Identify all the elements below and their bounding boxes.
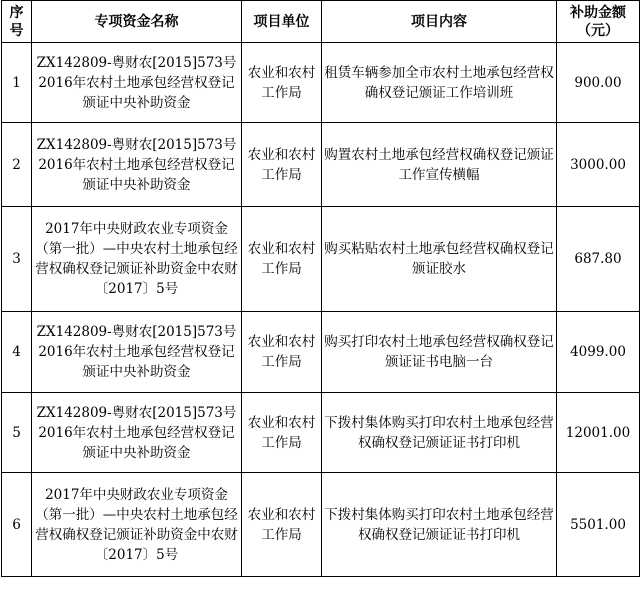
cell-fund-name: ZX142809-粤财农[2015]573号2016年农村土地承包经营权登记颁证中央补助资金	[32, 123, 242, 207]
table-row	[2, 43, 640, 123]
cell-fund-name: 2017年中央财政农业专项资金（第一批）—中央农村土地承包经营权确权登记颁证补助资金中农财〔2017〕5号	[32, 473, 242, 577]
cell-unit: 农业和农村工作局	[242, 473, 322, 577]
cell-seq: 1	[2, 43, 32, 123]
cell-content: 租赁车辆参加全市农村土地承包经营权确权登记颁证工作培训班	[322, 43, 557, 123]
cell-unit: 农业和农村工作局	[242, 43, 322, 123]
subsidy-table	[1, 0, 640, 577]
cell-unit: 农业和农村工作局	[242, 207, 322, 312]
cell-unit: 农业和农村工作局	[242, 123, 322, 207]
cell-amount: 5501.00	[557, 473, 640, 577]
header-amount: 补助金额（元）	[557, 1, 640, 43]
table-row	[2, 207, 640, 312]
cell-seq: 6	[2, 473, 32, 577]
cell-seq: 2	[2, 123, 32, 207]
cell-seq: 4	[2, 312, 32, 393]
cell-content: 购置农村土地承包经营权确权登记颁证工作宣传横幅	[322, 123, 557, 207]
header-seq: 序号	[2, 1, 32, 43]
table-row	[2, 312, 640, 393]
cell-fund-name: ZX142809-粤财农[2015]573号2016年农村土地承包经营权登记颁证中央补助资金	[32, 393, 242, 473]
header-unit: 项目单位	[242, 1, 322, 43]
cell-fund-name: ZX142809-粤财农[2015]573号2016年农村土地承包经营权登记颁证中央补助资金	[32, 43, 242, 123]
header-content: 项目内容	[322, 1, 557, 43]
table-row	[2, 473, 640, 577]
cell-amount: 4099.00	[557, 312, 640, 393]
cell-fund-name: ZX142809-粤财农[2015]573号2016年农村土地承包经营权登记颁证中央补助资金	[32, 312, 242, 393]
header-fund-name: 专项资金名称	[32, 1, 242, 43]
cell-amount: 3000.00	[557, 123, 640, 207]
header-row	[2, 1, 640, 43]
cell-unit: 农业和农村工作局	[242, 312, 322, 393]
table-row	[2, 123, 640, 207]
cell-amount: 900.00	[557, 43, 640, 123]
cell-amount: 687.80	[557, 207, 640, 312]
cell-seq: 5	[2, 393, 32, 473]
cell-seq: 3	[2, 207, 32, 312]
cell-unit: 农业和农村工作局	[242, 393, 322, 473]
cell-content: 购买打印农村土地承包经营权确权登记颁证证书电脑一台	[322, 312, 557, 393]
cell-content: 购买粘贴农村土地承包经营权确权登记颁证胶水	[322, 207, 557, 312]
cell-fund-name: 2017年中央财政农业专项资金（第一批）—中央农村土地承包经营权确权登记颁证补助资金中农财〔2017〕5号	[32, 207, 242, 312]
cell-amount: 12001.00	[557, 393, 640, 473]
cell-content: 下拨村集体购买打印农村土地承包经营权确权登记颁证证书打印机	[322, 393, 557, 473]
table-row	[2, 393, 640, 473]
cell-content: 下拨村集体购买打印农村土地承包经营权确权登记颁证证书打印机	[322, 473, 557, 577]
